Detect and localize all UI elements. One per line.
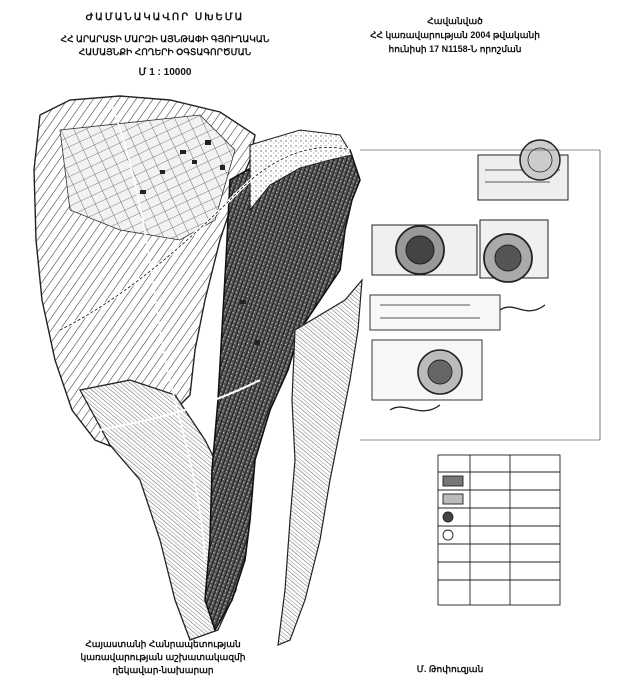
signatory-name: Մ. Թոփուզյան [416,664,484,674]
approval-stamps [360,140,600,440]
approval-line1: Հավանված [427,16,483,26]
map-scale: Մ 1 : 10000 [138,67,192,78]
footer-left-line1: Հայաստանի Հանրապետության [85,639,241,649]
map-subtitle-line1: ՀՀ ԱՐԱՐԱՏԻ ՄԱՐԶԻ ԱՅՆԹԱՓԻ ԳՅՈՒՂԱԿԱՆ [60,34,270,44]
footer-left-line3: ղեկավար-նախարար [112,665,214,675]
footer-left-line2: կառավարության աշխատակազմի [80,652,246,662]
map-title: ԺԱՄԱՆԱԿԱՎՈՐ ՍԽԵՄԱ [85,12,245,23]
map-subtitle-line2: ՀԱՄԱՅՆՔԻ ՀՈՂԵՐԻ ՕԳՏԱԳՈՐԾՄԱՆ [78,47,252,57]
legend-table [438,455,560,605]
approval-line3: հունիսի 17 N1158-Ն որոշման [388,44,522,54]
approval-line2: ՀՀ կառավարության 2004 թվականի [370,30,540,40]
footer-signature-title [58,638,268,677]
